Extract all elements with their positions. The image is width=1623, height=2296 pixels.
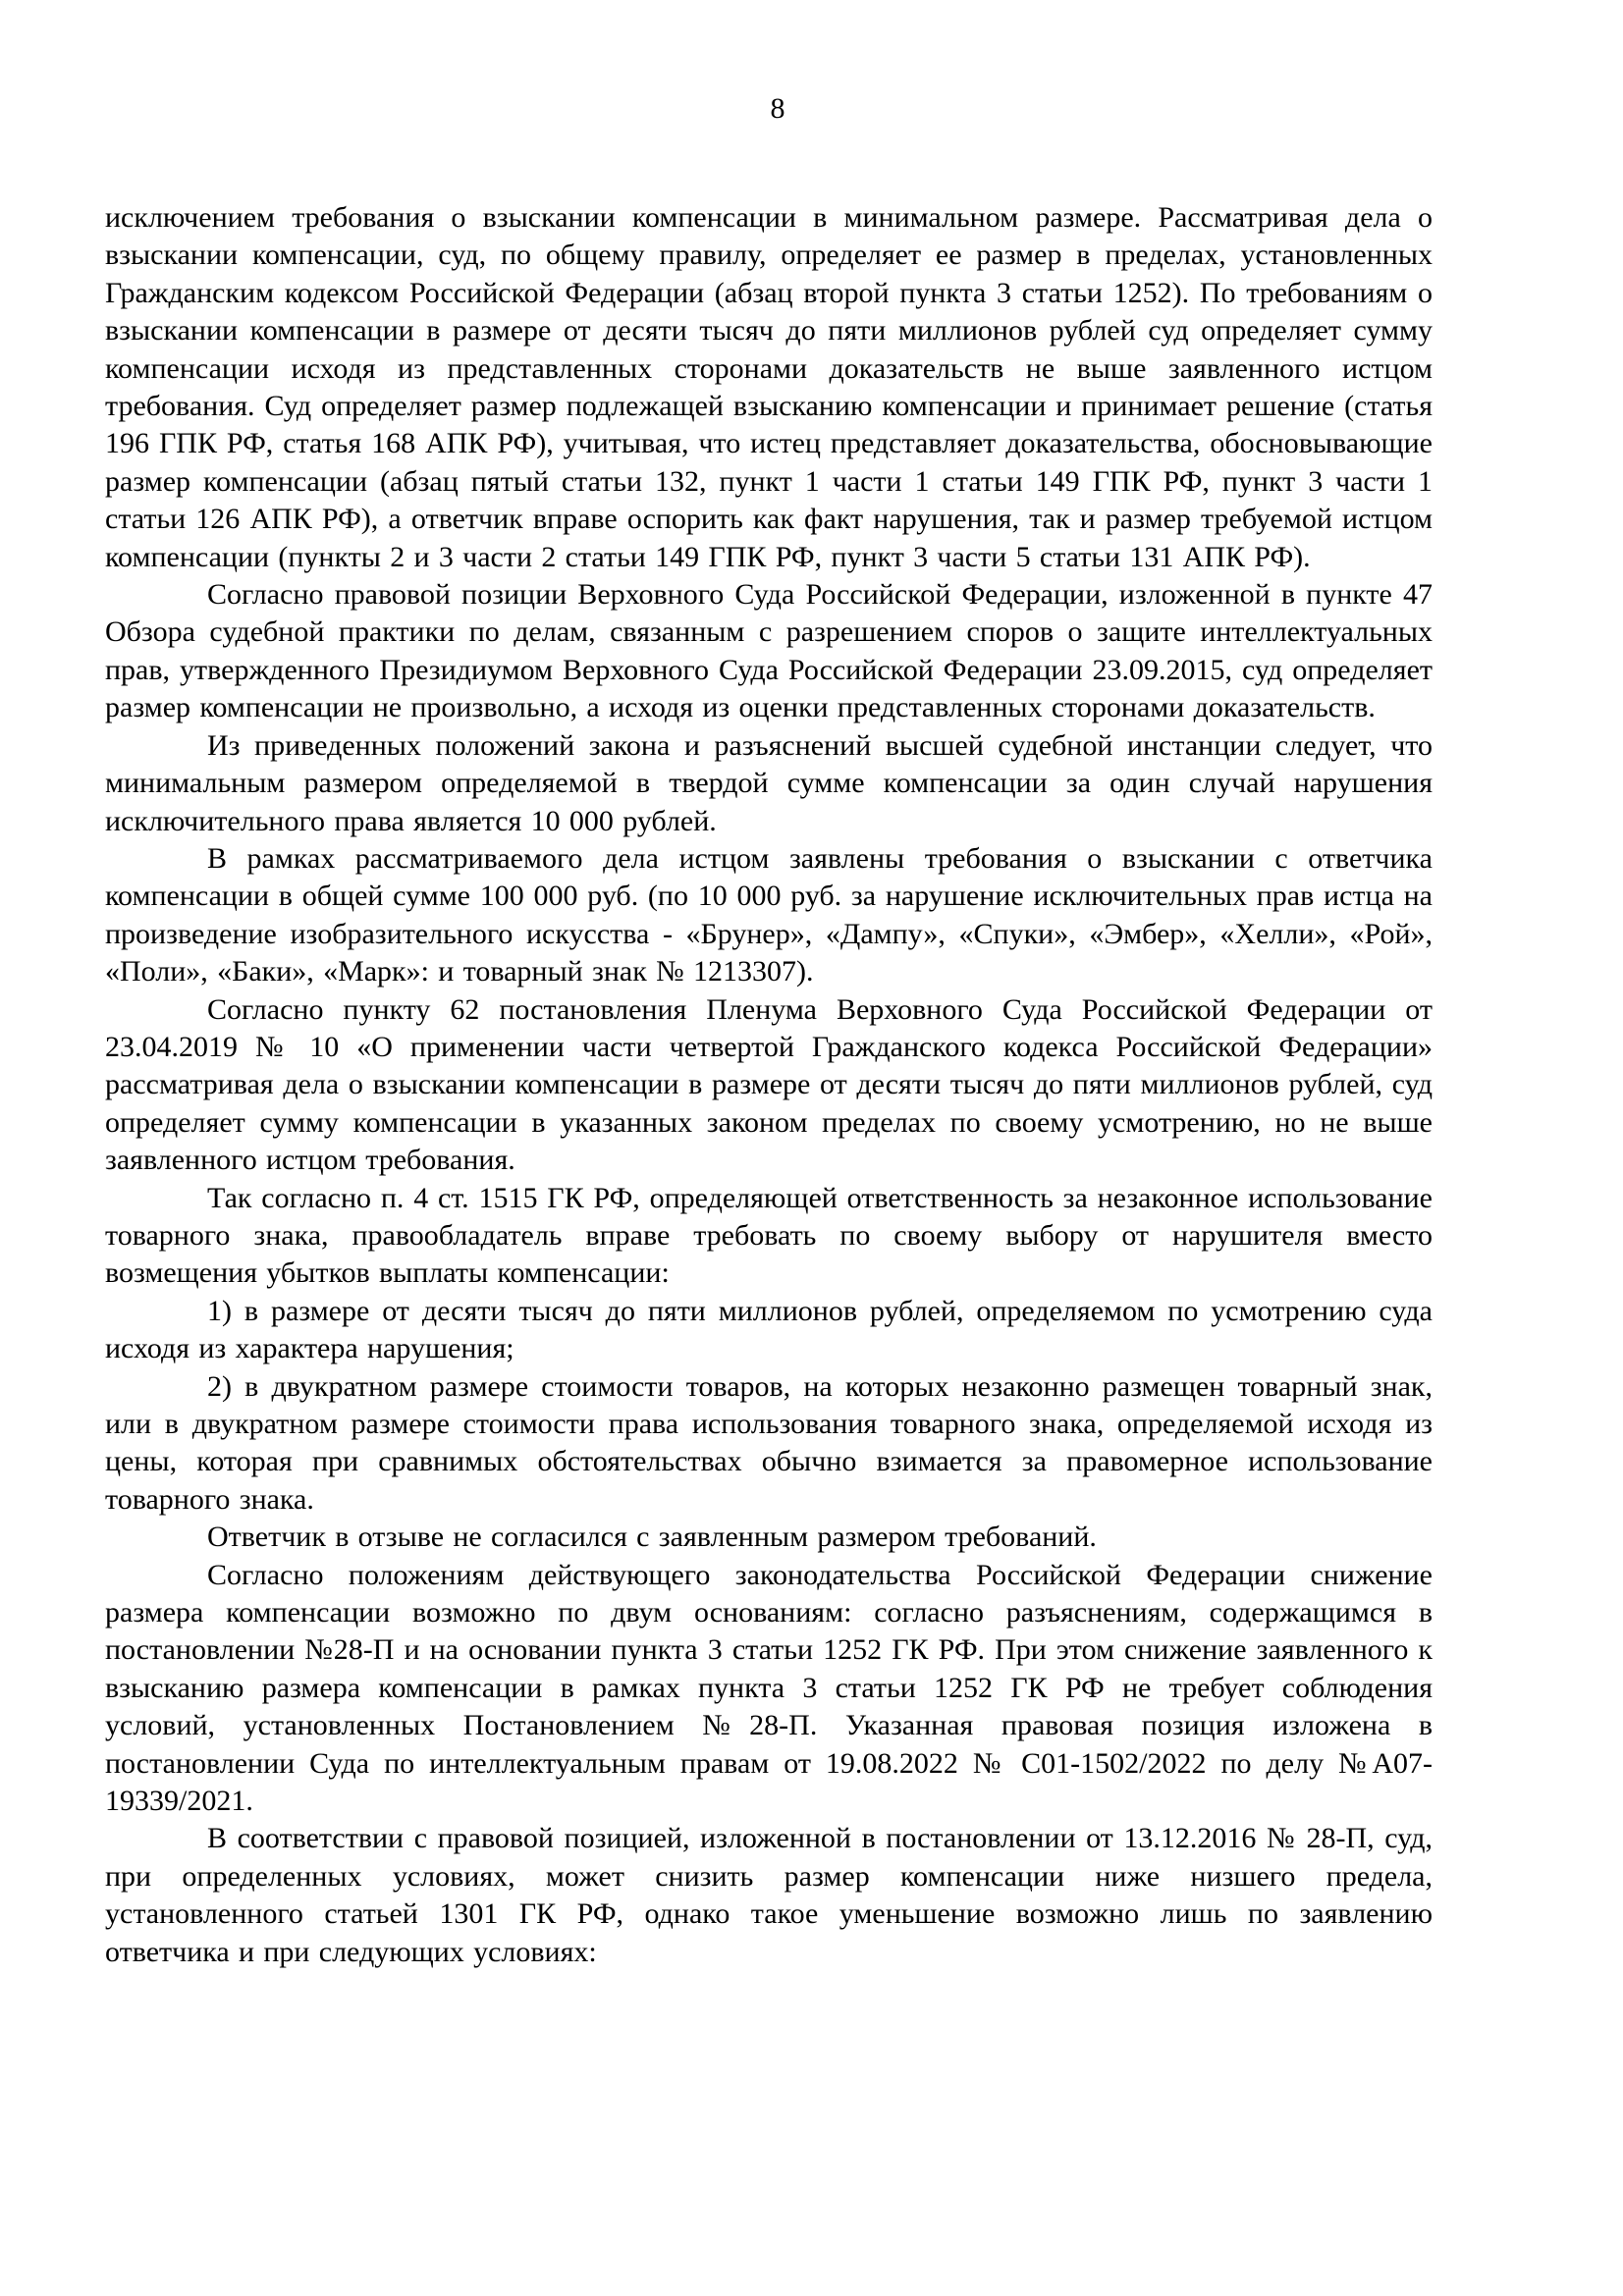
paragraph: Так согласно п. 4 ст. 1515 ГК РФ, определяющей ответственность за незаконное использование товарного знака, правообладатель вправе требовать по своему выбору от нарушителя вместо возмещения убытков выплаты компенсации:	[105, 1181, 1433, 1290]
document-body	[105, 199, 1433, 1971]
paragraph: Согласно правовой позиции Верховного Суда Российской Федерации, изложенной в пункте 47 Обзора судебной практики по делам, связанным с разрешением споров о защите интеллектуальных прав, утвержденного Президиумом Верховного Суда Российской Федерации 23.09.2015, суд определяет размер компенсации не произвольно, а исходя из оценки представленных сторонами доказательств.	[105, 578, 1433, 724]
paragraph: Согласно пункту 62 постановления Пленума Верховного Суда Российской Федерации от 23.04.2019 № 10 «О применении части четвертой Гражданского кодекса Российской Федерации» рассматривая дела о взыскании компенсации в размере от десяти тысяч до пяти миллионов рублей, суд определяет сумму компенсации в указанных законом пределах по своему усмотрению, но не выше заявленного истцом требования.	[105, 992, 1433, 1177]
paragraph: Ответчик в отзыве не согласился с заявленным размером требований.	[207, 1521, 1097, 1554]
paragraph-list-item: 1) в размере от десяти тысяч до пяти миллионов рублей, определяемом по усмотрению суда исходя из характера нарушения;	[105, 1294, 1433, 1365]
paragraph: Из приведенных положений закона и разъяснений высшей судебной инстанции следует, что минимальным размером определяемой в твердой сумме компенсации за один случай нарушения исключительного права является 10 000 рублей.	[105, 728, 1433, 837]
paragraph-list-item: 2) в двукратном размере стоимости товаров, на которых незаконно размещен товарный знак, или в двукратном размере стоимости права использования товарного знака, определяемой исходя из цены, которая при сравнимых обстоятельствах обычно взимается за правомерное использование товарного знака.	[105, 1369, 1433, 1516]
paragraph-continuation: исключением требования о взыскании компенсации в минимальном размере. Рассматривая дела о взыскании компенсации, суд, по общему правилу, определяет ее размер в пределах, установленных Гражданским кодексом Российской Федерации (абзац второй пункта 3 статьи 1252). По требованиям о взыскании компенсации в размере от десяти тысяч до пяти миллионов рублей суд определяет сумму компенсации исходя из представленных сторонами доказательств не выше заявленного истцом требования. Суд определяет размер подлежащей взысканию компенсации и принимает решение (статья 196 ГПК РФ, статья 168 АПК РФ), учитывая, что истец представляет доказательства, обосновывающие размер компенсации (абзац пятый статьи 132, пункт 1 части 1 статьи 149 ГПК РФ, пункт 3 части 1 статьи 126 АПК РФ), а ответчик вправе оспорить как факт нарушения, так и размер требуемой истцом компенсации (пункты 2 и 3 части 2 статьи 149 ГПК РФ, пункт 3 части 5 статьи 131 АПК РФ).	[105, 201, 1433, 573]
paragraph: Согласно положениям действующего законодательства Российской Федерации снижение размера компенсации возможно по двум основаниям: согласно разъяснениям, содержащимся в постановлении №28-П и на основании пункта 3 статьи 1252 ГК РФ. При этом снижение заявленного к взысканию размера компенсации в рамках пункта 3 статьи 1252 ГК РФ не требует соблюдения условий, установленных Постановлением №28-П. Указанная правовая позиция изложена в постановлении Суда по интеллектуальным правам от 19.08.2022 № С01-1502/2022 по делу №А07- 19339/2021.	[105, 1558, 1433, 1818]
page-number: 8	[770, 92, 785, 125]
paragraph: В рамках рассматриваемого дела истцом заявлены требования о взыскании с ответчика компенсации в общей сумме 100 000 руб. (по 10 000 руб. за нарушение исключительных прав истца на произведение изобразительного искусства - «Брунер», «Дампу», «Спуки», «Эмбер», «Хелли», «Рой», «Поли», «Баки», «Марк»: и товарный знак № 1213307).	[105, 841, 1433, 988]
paragraph: В соответствии с правовой позицией, изложенной в постановлении от 13.12.2016 № 28-П, суд, при определенных условиях, может снизить размер компенсации ниже низшего предела, установленного статьей 1301 ГК РФ, однако такое уменьшение возможно лишь по заявлению ответчика и при следующих условиях:	[105, 1822, 1433, 1968]
